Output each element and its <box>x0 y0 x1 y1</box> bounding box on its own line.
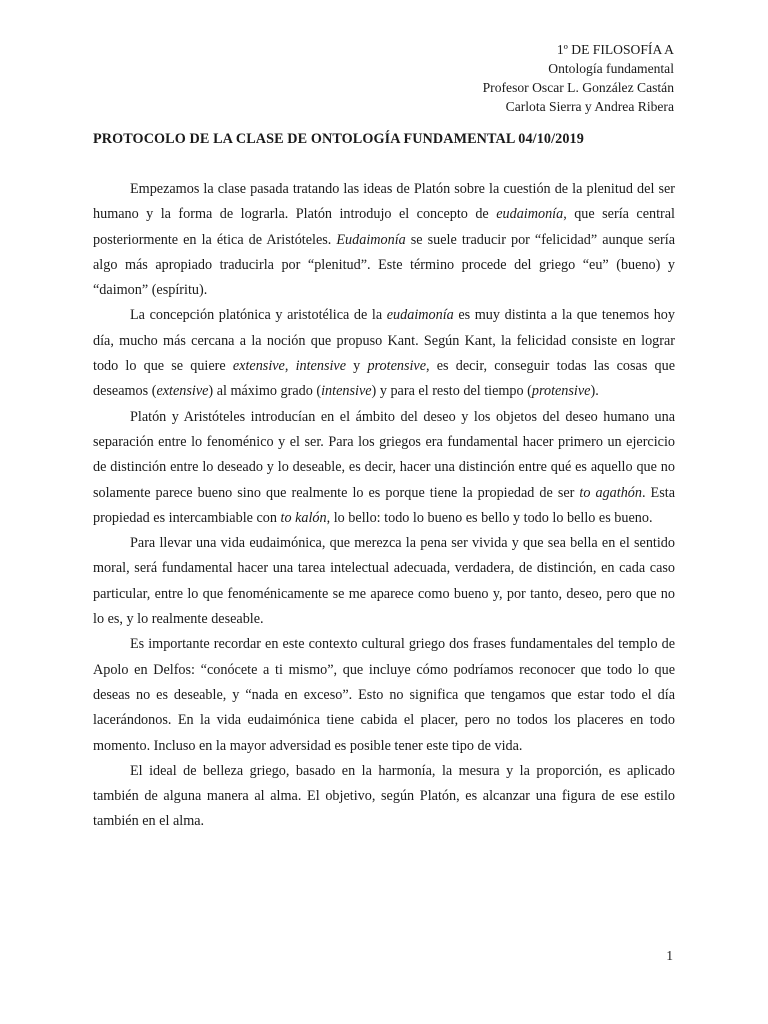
italic-term: eudaimonía <box>386 307 454 324</box>
italic-term: intensive <box>321 383 372 400</box>
italic-term: protensive <box>367 358 427 375</box>
text-run: Platón y Aristóteles introducían en el ámbito del deseo y los objetos del deseo humano una separación entre lo fenoménico y el ser. Para los griegos era fundamental hacer primero un ejercicio de distinción entre lo deseado y lo deseable, es decir, hacer una distinción entre qué es aquello que no solamente parece bueno sino que realmente lo es porque tiene la propiedad de ser <box>93 408 675 501</box>
subject-label: Ontología fundamental <box>548 61 674 76</box>
text-run: , <box>284 358 296 375</box>
text-run: , lo bello: todo lo bueno es bello y todo lo bello es bueno. <box>326 509 653 526</box>
italic-term: protensive <box>531 383 591 400</box>
body-paragraph <box>93 405 675 531</box>
body-paragraph <box>93 531 675 632</box>
body-paragraph <box>93 759 675 835</box>
page-number: 1 <box>666 948 673 963</box>
text-run: Para llevar una vida eudaimónica, que merezca la pena ser vivida y que sea bella en el sentido moral, será fundamental hacer una tarea intelectual adecuada, verdadera, de distinción, en cada caso particular, entre lo que fenoménicamente se me aparece como bueno y, por tanto, deseo, pero que no lo es, y lo realmente deseable. <box>93 535 675 628</box>
professor-label: Profesor Oscar L. González Castán <box>482 80 674 95</box>
text-run: ) al máximo grado ( <box>208 383 322 400</box>
italic-term: Eudaimonía <box>336 231 406 248</box>
document-header <box>483 40 674 116</box>
italic-term: extensive <box>156 383 209 400</box>
text-run: y <box>346 358 368 375</box>
course-label: 1º DE FILOSOFÍA A <box>556 42 674 57</box>
text-run: . Esta propiedad es intercambiable con <box>93 484 675 526</box>
text-run: es muy distinta a la que tenemos hoy día, mucho más cercana a la noción que propuso Kant. Según Kant, la felicidad consiste en lograr todo lo que se quiere <box>93 307 675 375</box>
text-run: , es decir, conseguir todas las cosas que deseamos ( <box>93 358 676 400</box>
body-paragraph <box>93 632 675 758</box>
authors-label: Carlota Sierra y Andrea Ribera <box>505 99 674 114</box>
italic-term: to kalón <box>280 509 327 526</box>
italic-term: intensive <box>295 358 347 375</box>
text-run: El ideal de belleza griego, basado en la harmonía, la mesura y la proporción, es aplicado también de alguna manera al alma. El objetivo, según Platón, es alcanzar una figura de ese estilo también en el alma. <box>93 762 675 830</box>
body-paragraph <box>93 177 675 303</box>
body-paragraph <box>93 303 675 404</box>
text-run: ). <box>590 383 599 400</box>
document-body <box>93 177 675 835</box>
text-run: ) y para el resto del tiempo ( <box>371 383 532 400</box>
italic-term: eudaimonía <box>496 206 564 223</box>
text-run: La concepción platónica y aristotélica de la <box>130 307 387 324</box>
document-title: PROTOCOLO DE LA CLASE DE ONTOLOGÍA FUNDAMENTAL 04/10/2019 <box>93 131 584 147</box>
text-run: Es importante recordar en este contexto cultural griego dos frases fundamentales del templo de Apolo en Delfos: “conócete a ti mismo”, que incluye cómo podríamos reconocer que todo lo que deseas no es deseable, y “nada en exceso”. Esto no significa que tengamos que estar todo el día lacerándonos. En la vida eudaimónica tiene cabida el placer, pero no todos los placeres en todo momento. Incluso en la mayor adversidad es posible tener este tipo de vida. <box>93 636 675 754</box>
text-run: , que sería central posteriormente en la ética de Aristóteles. <box>93 206 676 248</box>
text-run: se suele traducir por “felicidad” aunque sería algo más apropiado traducirla por “plenitud”. Este término procede del griego “eu” (bueno) y “daimon” (espíritu). <box>93 231 675 299</box>
italic-term: extensive <box>232 358 285 375</box>
italic-term: to agathón <box>579 484 642 501</box>
text-run: Empezamos la clase pasada tratando las ideas de Platón sobre la cuestión de la plenitud del ser humano y la forma de lograrla. Platón introdujo el concepto de <box>93 181 675 223</box>
